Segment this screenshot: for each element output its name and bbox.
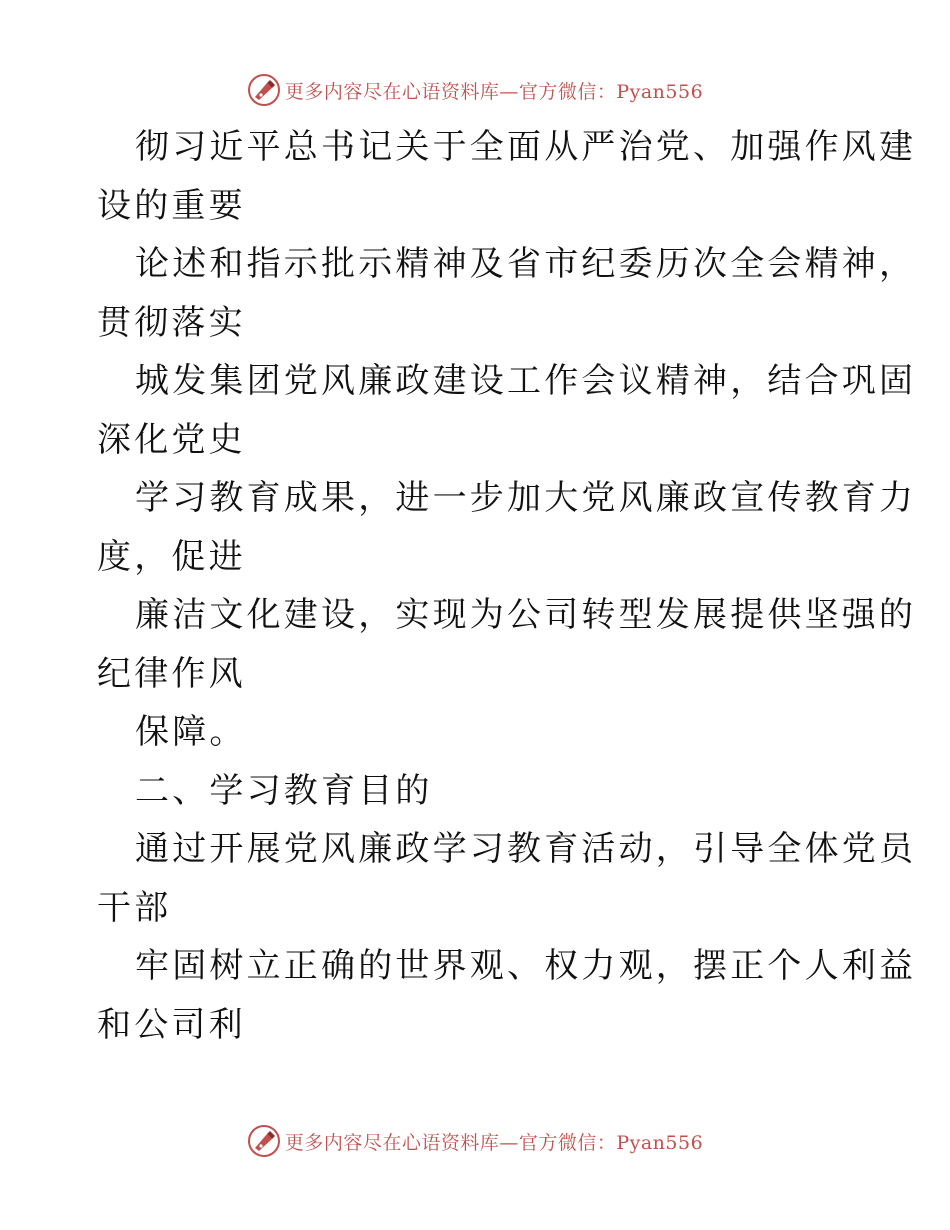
header-banner xyxy=(0,70,950,110)
body-line: 纪律作风 xyxy=(97,653,246,694)
body-line: 贯彻落实 xyxy=(97,302,246,343)
body-line: 深化党史 xyxy=(97,419,246,460)
body-line: 保障。 xyxy=(135,712,247,752)
section-heading: 二、学习教育目的 xyxy=(135,770,433,811)
header-banner-text: 更多内容尽在心语资料库—官方微信：Pyan556 xyxy=(284,80,704,103)
body-line: 牢固树立正确的世界观、权力观，摆正个人利益 xyxy=(135,946,917,986)
body-line: 城发集团党风廉政建设工作会议精神，结合巩固 xyxy=(135,361,917,401)
body-line: 学习教育成果，进一步加大党风廉政宣传教育力 xyxy=(135,478,917,518)
body-line: 论述和指示批示精神及省市纪委历次全会精神， xyxy=(135,244,917,284)
body-line: 廉洁文化建设，实现为公司转型发展提供坚强的 xyxy=(135,595,917,635)
body-line: 干部 xyxy=(97,887,172,928)
footer-banner-text: 更多内容尽在心语资料库—官方微信：Pyan556 xyxy=(284,1131,704,1154)
body-line: 设的重要 xyxy=(97,185,246,226)
body-line: 度，促进 xyxy=(97,536,246,577)
pen-logo-icon xyxy=(247,73,281,107)
body-line: 彻习近平总书记关于全面从严治党、加强作风建 xyxy=(135,127,917,167)
body-text xyxy=(97,118,917,1054)
footer-banner xyxy=(0,1121,950,1161)
pen-logo-icon xyxy=(247,1124,281,1158)
body-line: 通过开展党风廉政学习教育活动，引导全体党员 xyxy=(135,829,917,869)
body-line: 和公司利 xyxy=(97,1004,246,1045)
